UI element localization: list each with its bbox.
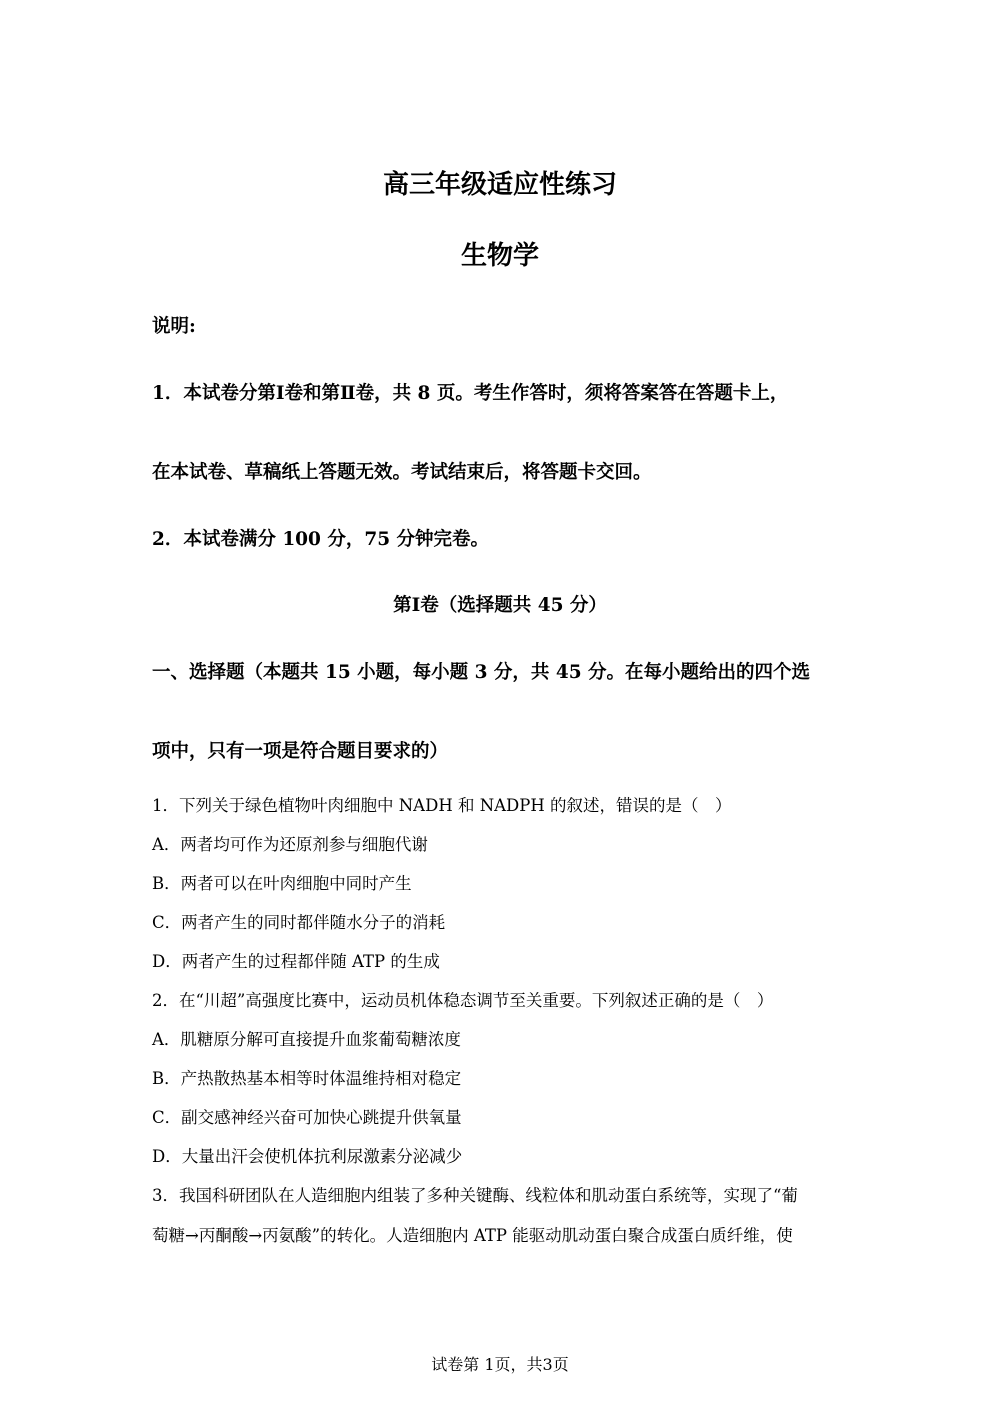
section-heading-line-1: 一、选择题（本题共 15 小题，每小题 3 分，共 45 分。在每小题给出的四个选 xyxy=(152,662,811,683)
question-1-stem: 1．下列关于绿色植物叶肉细胞中 NADH 和 NADPH 的叙述，错误的是（ ） xyxy=(152,796,732,815)
instruction-item-1-line-1: 1．本试卷分第Ⅰ卷和第Ⅱ卷，共 8 页。考生作答时，须将答案答在答题卡上， xyxy=(152,383,789,404)
instruction-item-1-line-2: 在本试卷、草稿纸上答题无效。考试结束后，将答题卡交回。 xyxy=(152,462,652,483)
volume-title: 第Ⅰ卷（选择题共 45 分） xyxy=(393,595,607,616)
subject-title: 生物学 xyxy=(460,241,539,271)
question-1-option-d: D．两者产生的过程都伴随 ATP 的生成 xyxy=(152,952,440,971)
question-2-stem: 2．在“川超”高强度比赛中，运动员机体稳态调节至关重要。下列叙述正确的是（ ） xyxy=(152,991,774,1010)
question-2-option-c: C．副交感神经兴奋可加快心跳提升供氧量 xyxy=(152,1108,462,1127)
instructions-heading: 说明: xyxy=(152,316,196,337)
question-2-option-d: D．大量出汗会使机体抗利尿激素分泌减少 xyxy=(152,1147,463,1166)
page-footer: 试卷第 1页，共3页 xyxy=(431,1355,569,1374)
question-1-option-a: A．两者均可作为还原剂参与细胞代谢 xyxy=(152,835,428,854)
question-1-option-b: B．两者可以在叶肉细胞中同时产生 xyxy=(152,874,412,893)
question-3-stem-line-2: 萄糖→丙酮酸→丙氨酸”的转化。人造细胞内 ATP 能驱动肌动蛋白聚合成蛋白质纤维，使 xyxy=(152,1226,793,1245)
instruction-item-2: 2．本试卷满分 100 分，75 分钟完卷。 xyxy=(152,529,490,550)
question-2-option-a: A．肌糖原分解可直接提升血浆葡萄糖浓度 xyxy=(152,1030,461,1049)
exam-title: 高三年级适应性练习 xyxy=(382,170,617,200)
question-1-option-c: C．两者产生的同时都伴随水分子的消耗 xyxy=(152,913,446,932)
question-2-option-b: B．产热散热基本相等时体温维持相对稳定 xyxy=(152,1069,462,1088)
question-3-stem-line-1: 3．我国科研团队在人造细胞内组装了多种关键酶、线粒体和肌动蛋白系统等，实现了“葡 xyxy=(152,1186,798,1205)
section-heading-line-2: 项中，只有一项是符合题目要求的） xyxy=(152,741,449,762)
